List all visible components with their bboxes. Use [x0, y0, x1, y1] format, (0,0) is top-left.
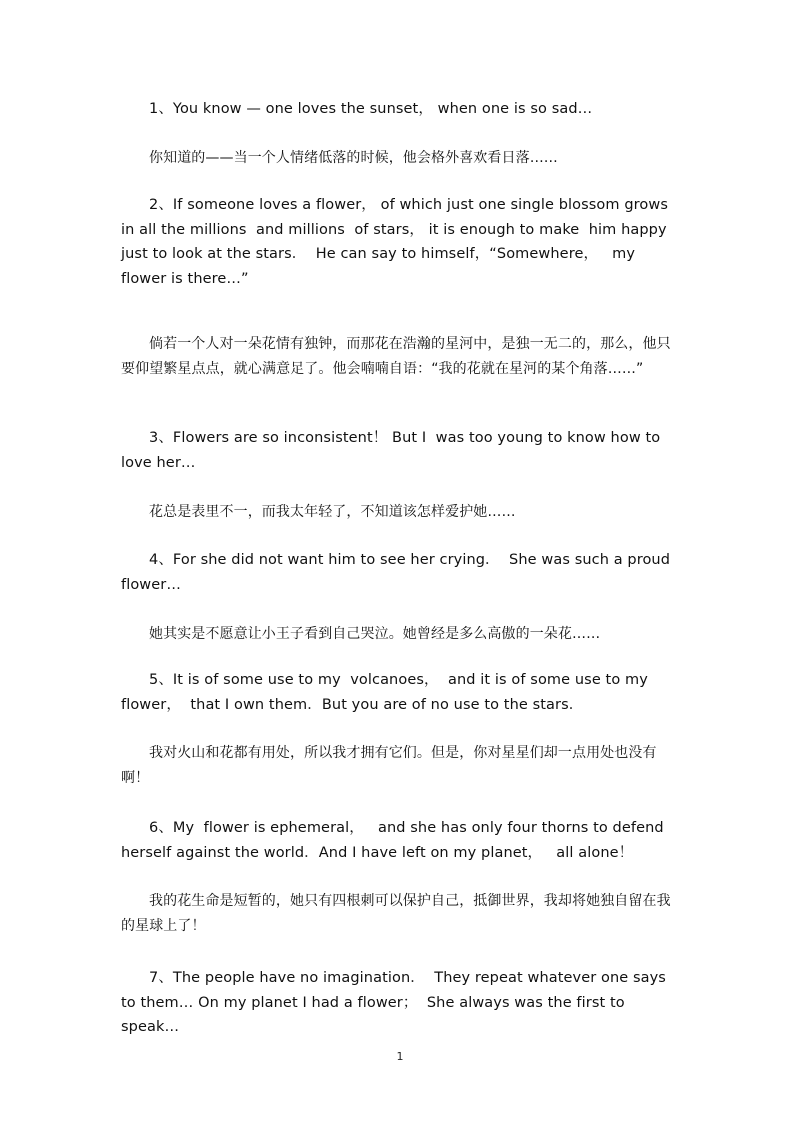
paragraph-2-zh: 倘若一个人对一朵花情有独钟，而那花在浩瀚的星河中，是独一无二的，那么，他只 要仰望繁星点点，就心满意足了。他会喃喃自语：“我的花就在星河的某个角落……”: [121, 336, 680, 377]
page-number: 1: [396, 1050, 404, 1063]
paragraph-5-zh: 我对火山和花都有用处，所以我才拥有它们。但是，你对星星们却一点用处也没有 啊！: [121, 745, 666, 786]
paragraph-1-en: 1、You know — one loves the sunset， when one is so sad…: [149, 101, 593, 117]
paragraph-4-en: 4、For she did not want him to see her crying． She was such a proud flower…: [121, 552, 675, 593]
paragraph-3-zh: 花总是表里不一，而我太年轻了，不知道该怎样爱护她……: [149, 504, 516, 520]
paragraph-6-zh: 我的花生命是短暂的，她只有四根刺可以保护自己，抵御世界，我却将她独自留在我的星球上了！: [121, 893, 671, 934]
paragraph-7-en: 7、The people have no imagination． They repeat whatever one says to them… On my planet I had a flower； She always was the first to speak…: [121, 970, 671, 1035]
paragraph-5-en: 5、It is of some use to my volcanoes， and it is of some use to my flower， that I own them．But you are of no use to the stars．: [121, 672, 653, 713]
paragraph-6-en: 6、My flower is ephemeral， and she has only four thorns to defend herself against the world．And I have left on my planet， all alone！: [121, 820, 669, 861]
paragraph-1-zh: 你知道的——当一个人情绪低落的时候，他会格外喜欢看日落……: [149, 150, 558, 166]
paragraph-2-en: 2、If someone loves a flower， of which just one single blossom grows in all the millions and millions of stars， it is enough to make him happy just to look at the stars． He can say to himself，“Somewhere， my flower is there…”: [121, 197, 673, 287]
paragraph-3-en: 3、Flowers are so inconsistent！ But I was too young to know how to love her…: [121, 430, 665, 471]
paragraph-4-zh: 她其实是不愿意让小王子看到自己哭泣。她曾经是多么高傲的一朵花……: [149, 626, 601, 642]
